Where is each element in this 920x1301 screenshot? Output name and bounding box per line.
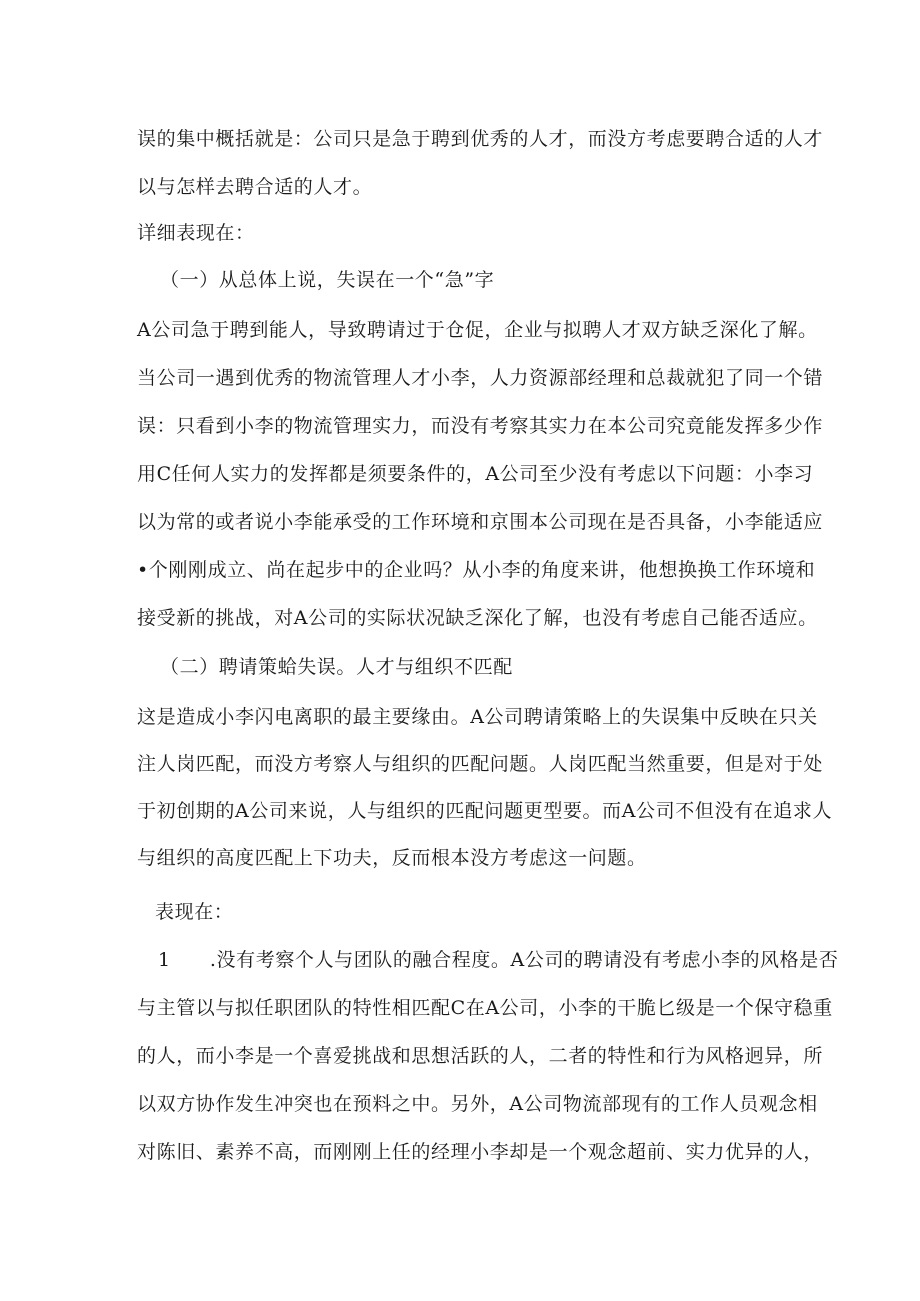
paragraph-line: 注人岗匹配，而没方考察人与组织的匹配问题。人岗匹配当然重要，但是对于处 [137, 753, 824, 775]
paragraph-line: •个刚刚成立、尚在起步中的企业吗？从小李的角度来讲，他想换换工作环境和 [137, 559, 816, 581]
section-heading-1: （一）从总体上说，失误在一个“急”字 [160, 269, 495, 291]
paragraph-line: 误的集中概括就是：公司只是急于聘到优秀的人才，而没方考虑要聘合适的人才 [137, 128, 824, 150]
section-intro: 详细表现在： [137, 222, 255, 244]
paragraph-line: 与主管以与拟任职团队的特性相匹配C在A公司，小李的干脆匕级是一个保守稳重 [137, 997, 833, 1019]
numbered-item-1: 1 .没有考察个人与团队的融合程度。A公司的聘请没有考虑小李的风格是否 [158, 949, 839, 971]
paragraph-line: A公司急于聘到能人，导致聘请过于仓促，企业与拟聘人才双方缺乏深化了解。 [137, 319, 818, 341]
paragraph-line: 以为常的或者说小李能承受的工作环境和京围本公司现在是否具备，小李能适应 [137, 511, 824, 533]
paragraph-line: 的人，而小李是一个喜爱挑战和思想活跃的人，二者的特性和行为风格迥异，所 [137, 1045, 824, 1067]
paragraph-line: 与组织的高度匹配上下功夫，反而根本没方考虑这一问题。 [137, 847, 647, 869]
paragraph-line: 对陈旧、素养不高，而刚刚上任的经理小李却是一个观念超前、实力优异的人， [137, 1141, 824, 1163]
paragraph-line: 以与怎样去聘合适的人才。 [137, 176, 373, 198]
paragraph-line: 以双方协作发生冲突也在预料之中。另外，A公司物流部现有的工作人员观念相 [137, 1093, 818, 1115]
paragraph-line: 于初创期的A公司来说，人与组织的匹配问题更型要。而A公司不但没有在追求人 [137, 800, 833, 822]
paragraph-line: 接受新的挑战，对A公司的实际状况缺乏深化了解，也没有考虑自己能否适应。 [137, 607, 818, 629]
paragraph-line: 当公司一遇到优秀的物流管理人才小李，人力资源部经理和总裁就犯了同一个错 [137, 367, 824, 389]
paragraph-line: 误：只看到小李的物流管理实力，而没有考察其实力在本公司究竟能发挥多少作 [137, 415, 824, 437]
section-heading-2: （二）聘请策蛤失误。人才与组织不匹配 [160, 656, 513, 678]
paragraph-line: 用C任何人实力的发挥都是须要条件的，A公司至少没有考虑以下问题：小李习 [137, 463, 814, 485]
sub-intro: 表现在： [155, 901, 234, 923]
paragraph-line: 这是造成小李闪电离职的最主要缘由。A公司聘请策略上的失误集中反映在只关 [137, 706, 818, 728]
